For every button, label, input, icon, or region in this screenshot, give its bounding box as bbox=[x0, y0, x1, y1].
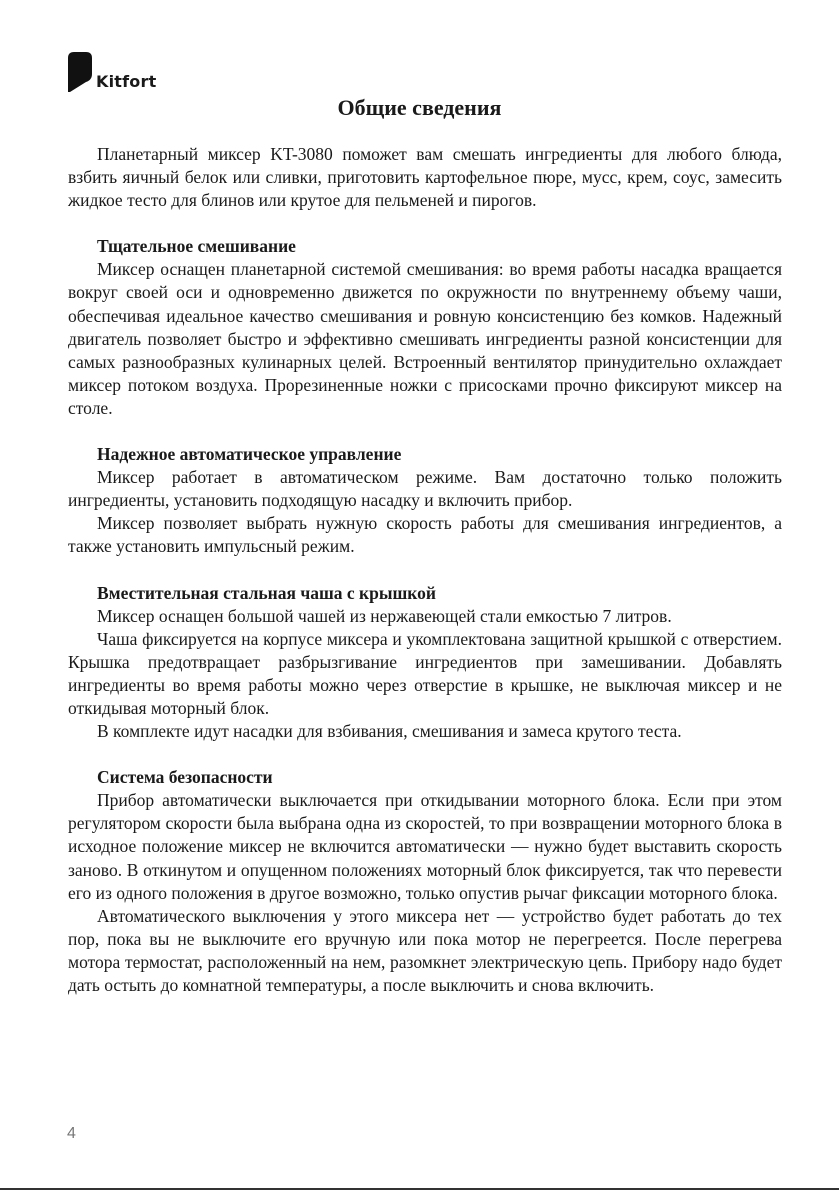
page-number: 4 bbox=[67, 1125, 76, 1142]
section-heading-bowl: Вместительная стальная чаша с крышкой bbox=[97, 582, 436, 603]
section-paragraph: Автоматического выключения у этого миксера нет — устройство будет работать до тех пор, пока вы не выключите его вручную или пока мотор не перегреется. После перегрева мотора термостат, расположенный на нем, разомкнет электрическую цепь. Прибору надо будет дать остыть до комнатной температуры, а после выключить и снова включить. bbox=[68, 905, 782, 995]
section-paragraph: Миксер работает в автоматическом режиме. Вам достаточно только положить ингредиенты, установить подходящую насадку и включить прибор. bbox=[68, 467, 782, 511]
section-paragraph: Миксер позволяет выбрать нужную скорость работы для смешивания ингредиентов, а также установить импульсный режим. bbox=[68, 513, 782, 557]
section-heading-safety: Система безопасности bbox=[97, 767, 273, 788]
brand-name: Kitfort bbox=[96, 72, 157, 91]
bottom-divider bbox=[0, 1188, 839, 1190]
document-body bbox=[68, 143, 782, 997]
intro-paragraph: Планетарный миксер KT-3080 поможет вам смешать ингредиенты для любого блюда, взбить яичный белок или сливки, приготовить картофельное пюре, мусс, крем, соус, замесить жидкое тесто для блинов или крутое для пельменей и пирогов. bbox=[68, 144, 782, 211]
section-paragraph: Миксер оснащен большой чашей из нержавеющей стали емкостью 7 литров. bbox=[97, 605, 672, 626]
brand-logo bbox=[66, 50, 176, 96]
section-paragraph: Миксер оснащен планетарной системой смешивания: во время работы насадка вращается вокруг своей оси и одновременно движется по окружности по внутреннему объему чаши, обеспечивая идеальное качество смешивания и ровную консистенцию без комков. Надежный двигатель позволяет быстро и эффективно смешивать ингредиенты разной консистенции для самых разнообразных кулинарных целей. Встроенный вентилятор принудительно охлаждает миксер потоком воздуха. Прорезиненные ножки с присосками прочно фиксируют миксер на столе. bbox=[68, 259, 782, 418]
section-paragraph: В комплекте идут насадки для взбивания, смешивания и замеса крутого теста. bbox=[97, 721, 682, 742]
kitfort-logo-icon bbox=[66, 50, 94, 94]
section-heading-control: Надежное автоматическое управление bbox=[97, 444, 402, 465]
page-title: Общие сведения bbox=[337, 95, 502, 120]
section-paragraph: Прибор автоматически выключается при откидывании моторного блока. Если при этом регулятором скорости была выбрана одна из скоростей, то при возвращении моторного блока в исходное положение миксер не включится автоматически — нужно будет выставить скорость заново. В откинутом и опущенном положениях моторный блок фиксируется, так что перевести его из одного положения в другое возможно, только опустив рычаг фиксации моторного блока. bbox=[68, 790, 782, 903]
section-heading-mixing: Тщательное смешивание bbox=[97, 236, 296, 257]
section-paragraph: Чаша фиксируется на корпусе миксера и укомплектована защитной крышкой с отверстием. Крышка предотвращает разбрызгивание ингредиентов при замешивании. Добавлять ингредиенты во время работы можно через отверстие в крышке, не выключая миксер и не откидывая моторный блок. bbox=[68, 628, 782, 718]
